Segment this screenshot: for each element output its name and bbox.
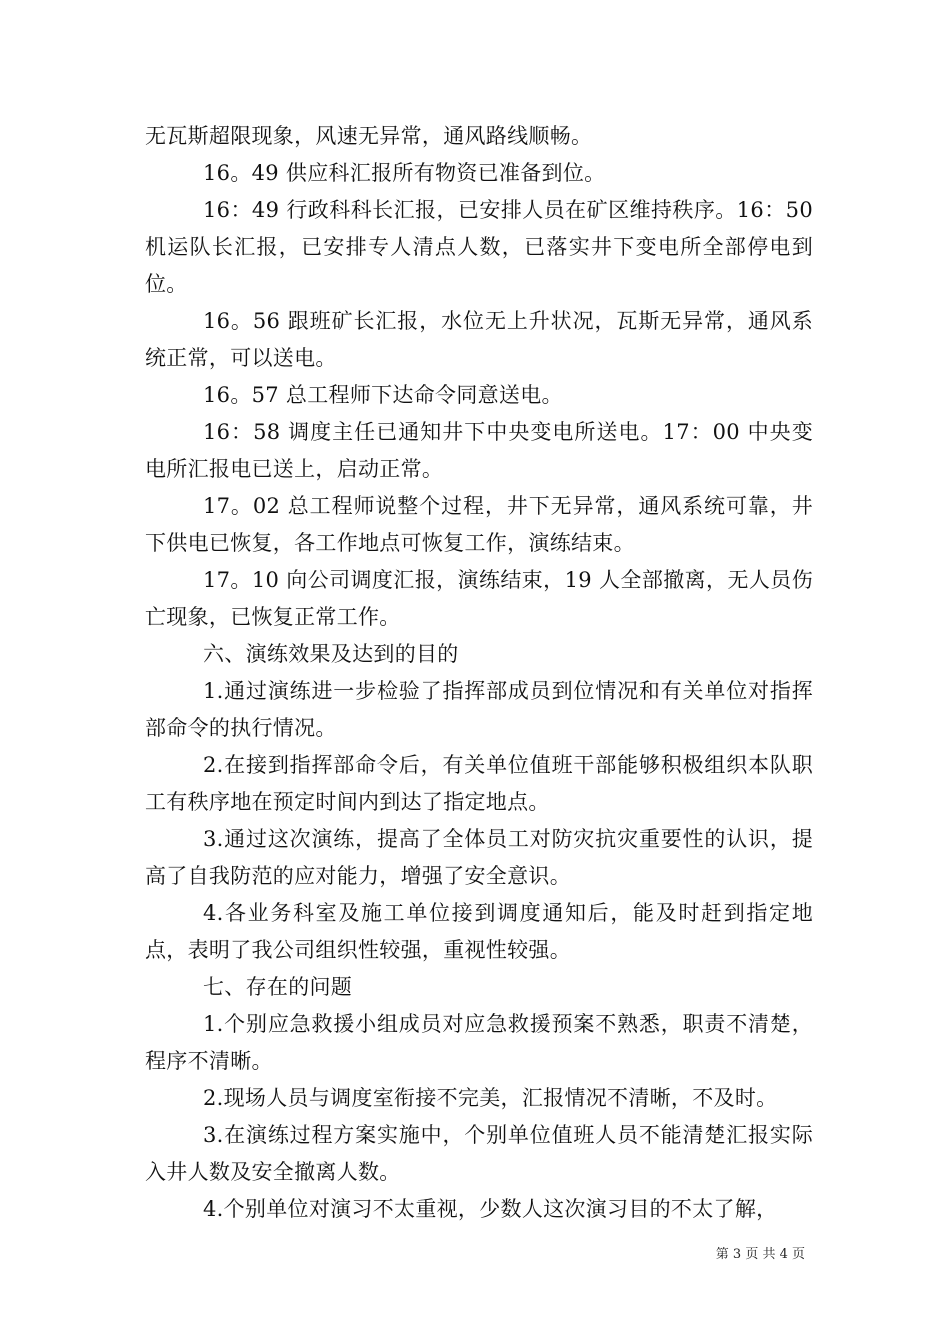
paragraph-11: 2.在接到指挥部命令后，有关单位值班干部能够积极组织本队职工有秩序地在预定时间内到达了指定地点。 [145, 753, 813, 814]
paragraph-18: 4.个别单位对演习不太重视，少数人这次演习目的不太了解， [203, 1197, 778, 1221]
section-heading-7: 七、存在的问题 [203, 975, 353, 999]
paragraph-17: 3.在演练过程方案实施中，个别单位值班人员不能清楚汇报实际入井人数及安全撤离人数。 [145, 1123, 813, 1184]
paragraph-4: 16。56 跟班矿长汇报，水位无上升状况，瓦斯无异常，通风系统正常，可以送电。 [145, 309, 813, 370]
paragraph-12: 3.通过这次演练，提高了全体员工对防灾抗灾重要性的认识，提高了自我防范的应对能力，增强了安全意识。 [145, 827, 813, 888]
paragraph-15: 1.个别应急救援小组成员对应急救援预案不熟悉，职责不清楚，程序不清晰。 [145, 1012, 813, 1073]
paragraph-2: 16。49 供应科汇报所有物资已准备到位。 [203, 161, 606, 185]
paragraph-13: 4.各业务科室及施工单位接到调度通知后，能及时赶到指定地点，表明了我公司组织性较强，重视性较强。 [145, 901, 813, 962]
paragraph-6: 16：58 调度主任已通知井下中央变电所送电。17：00 中央变电所汇报电已送上，启动正常。 [145, 420, 813, 481]
document-body [145, 118, 813, 1228]
paragraph-10: 1.通过演练进一步检验了指挥部成员到位情况和有关单位对指挥部命令的执行情况。 [145, 679, 813, 740]
paragraph-7: 17。02 总工程师说整个过程，井下无异常，通风系统可靠，井下供电已恢复，各工作地点可恢复工作，演练结束。 [145, 494, 813, 555]
paragraph-3: 16：49 行政科科长汇报，已安排人员在矿区维持秩序。16：50 机运队长汇报，已安排专人清点人数，已落实井下变电所全部停电到位。 [145, 198, 813, 296]
paragraph-8: 17。10 向公司调度汇报，演练结束，19 人全部撤离，无人员伤亡现象，已恢复正常工作。 [145, 568, 813, 629]
paragraph-5: 16。57 总工程师下达命令同意送电。 [203, 383, 563, 407]
section-heading-6: 六、演练效果及达到的目的 [203, 642, 459, 666]
paragraph-1: 无瓦斯超限现象，风速无异常，通风路线顺畅。 [145, 124, 593, 148]
paragraph-16: 2.现场人员与调度室衔接不完美，汇报情况不清晰，不及时。 [203, 1086, 778, 1110]
page-number-footer: 第 3 页 共 4 页 [715, 1247, 805, 1262]
